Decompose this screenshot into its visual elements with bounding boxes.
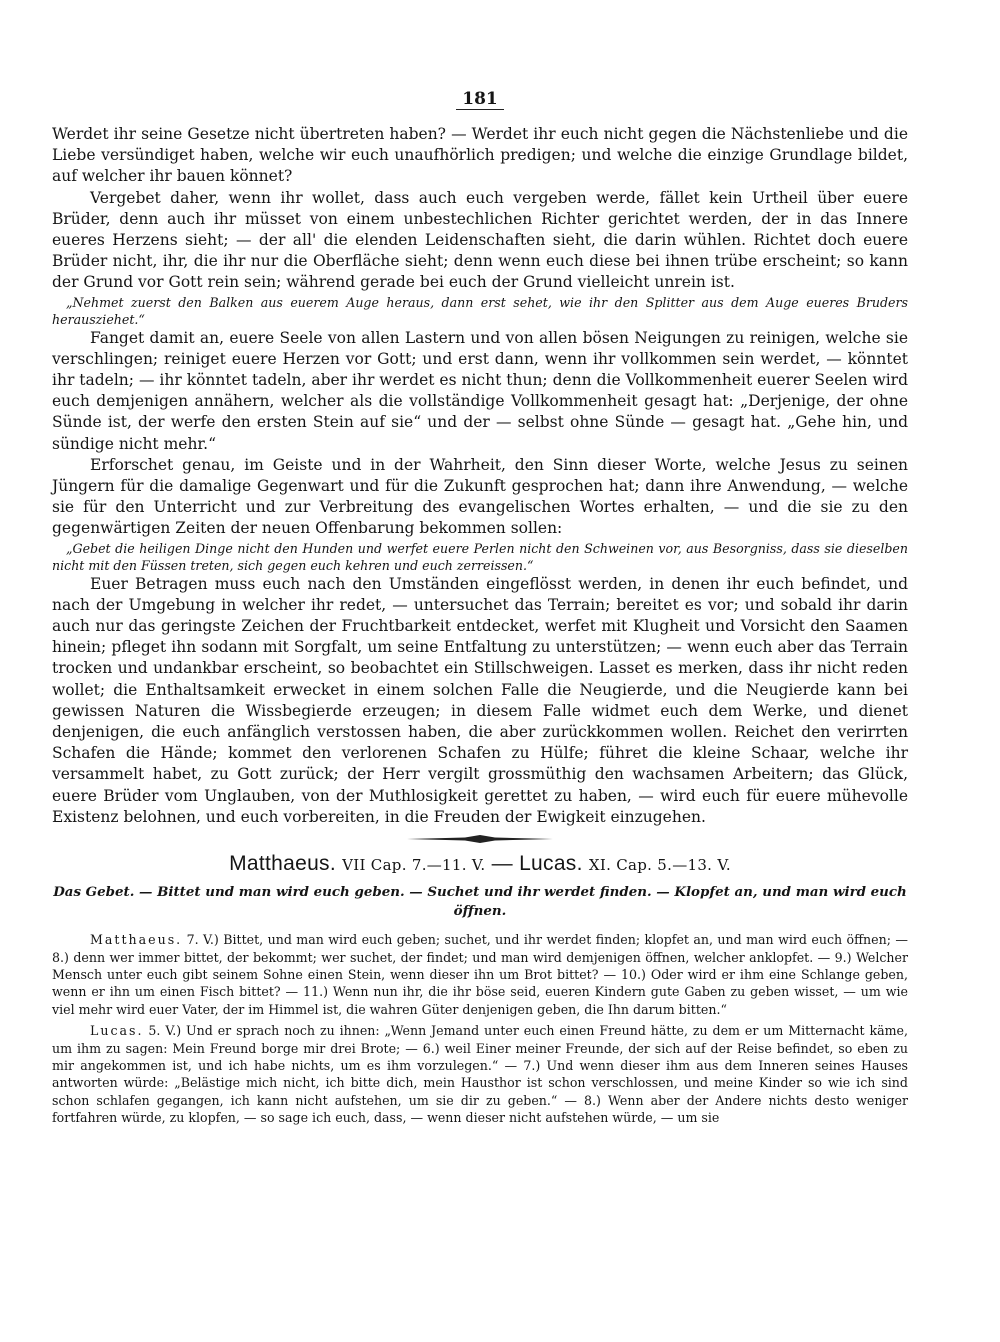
body-text: [52, 124, 908, 828]
heading-lucas: Lucas.: [519, 852, 583, 876]
matthaeus-passage: [52, 931, 908, 1018]
heading-matthaeus-ref: VII Cap. 7.—11. V.: [342, 856, 486, 875]
document-page: [52, 88, 908, 1131]
paragraph: Vergebet daher, wenn ihr wollet, dass auch euch vergeben werde, fället kein Urtheil über euere Brüder, denn auch ihr müsset von einem unbestechlichen Richter gerichtet werden, der in das Innere eueres Herzens sieht; — der all' die elenden Leidenschaften sieht, die darin wühlen. Richtet doch euere Brüder nicht, ihr, die ihr nur die Oberfläche sieht; denn wenn euch diese bei ihnen trübe erscheint; so kann der Grund vor Gott rein sein; während gerade bei euch der Grund vielleicht unrein ist.: [52, 188, 908, 292]
paragraph: Werdet ihr seine Gesetze nicht übertreten haben? — Werdet ihr euch nicht gegen die Nächstenliebe und die Liebe versündiget haben, welche wir euch unaufhörlich predigen; und welche die einzige Grundlage bildet, auf welcher ihr bauen könnet?: [52, 125, 908, 186]
matthaeus-text: 7. V.) Bittet, und man wird euch geben; suchet, und ihr werdet finden; klopfet an, und man wird euch öffnen; — 8.) denn wer immer bittet, der bekommt; wer suchet, der findet; und man wird demjenigen öffnen, welcher anklopfet. — 9.) Welcher Mensch unter euch gibt seinem Sohne einen Stein, wenn dieser ihn um Brot bittet? — 10.) Oder wird er ihm eine Schlange geben, wenn er ihn um einen Fisch bittet? — 11.) Wenn nun ihr, die ihr böse seid, eueren Kindern gute Gaben zu geben wisset, — um wie viel mehr wird euer Vater, der im Himmel ist, die wahren Güter denjenigen geben, die Ihn darum bitten.“: [52, 932, 908, 1017]
page-number: 181: [52, 88, 908, 110]
matthaeus-label: Matthaeus.: [90, 932, 183, 948]
paragraph: Erforschet genau, im Geiste und in der Wahrheit, den Sinn dieser Worte, welche Jesus zu seinen Jüngern für die damalige Gegenwart und für die Zukunft gesprochen hat; dann ihre Anwendung, — welche sie für den Unterricht und zur Verbreitung des evangelischen Wortes erhalten, — und die sie zu den gegenwärtigen Zeiten der neuen Offenbarung bekommen sollen:: [52, 455, 908, 538]
lucas-text: 5. V.) Und er sprach noch zu ihnen: „Wenn Jemand unter euch einen Freund hätte, zu dem er um Mitternacht käme, um ihm zu sagen: Mein Freund borge mir drei Brote; — 6.) weil Einer meiner Freunde, der sich auf der Reise befindet, so eben zu mir angekommen ist, und ich habe nichts, um es ihm vorzulegen.“ — 7.) Und wenn dieser ihm aus dem Inneren seines Hauses antworten würde: „Belästige mich nicht, ich bitte dich, mein Hausthor ist schon verschlossen, und meine Kinder so wie ich sind schon schlafen gegangen, ich kann nicht aufstehen, um sie dir zu geben.“ — 8.) Wenn aber der Andere nichts desto weniger fortfahren würde, zu klopfen, — so sage ich euch, dass, — wenn dieser nicht aufstehen würde, — um sie: [52, 1023, 908, 1126]
heading-dash: —: [491, 852, 513, 876]
paragraph: Euer Betragen muss euch nach den Umständen eingeflösst werden, in denen ihr euch befindet, und nach der Umgebung in welcher ihr redet, — untersuchet das Terrain; bereitet es vor; und sobald ihr darin auch nur das geringste Zeichen der Fruchtbarkeit entdecket, werfet mit Klugheit und Vorsicht den Saamen hinein; pfleget ihn sodann mit Sorgfalt, um seine Entfaltung zu unterstützen; — wenn euch aber das Terrain trocken und undankbar erscheint, so beobachtet ein Stillschweigen. Lasset es merken, dass ihr nicht reden wollet; die Enthaltsamkeit erwecket in einem solchen Falle die Neugierde, und die Neugierde kann bei gewissen Naturen die Wissbegierde erzeugen; in diesem Falle widmet euch dem Werke, und dienet denjenigen, die euch anfänglich verstossen haben, die aber zurückkommen wollen. Reichet den verirrten Schafen die Hände; kommet den verlorenen Schafen zu Hülfe; führet die kleine Schaar, welche ihr versammelt habet, zu Gott zurück; der Herr vergilt grossmüthig den wachsamen Arbeitern; das Glück, euere Brüder vom Unglauben, von der Muthlosigkeit gerettet zu haben, — wird euch für euere mühevolle Existenz belohnen, und euch vorbereiten, in die Freuden der Ewigkeit einzugehen.: [52, 574, 908, 826]
heading-lucas-ref: XI. Cap. 5.—13. V.: [588, 856, 731, 875]
ornament-divider: [405, 834, 555, 844]
heading-matthaeus: Matthaeus.: [229, 852, 336, 876]
lucas-passage: [52, 1022, 908, 1126]
quotation: „Nehmet zuerst den Balken aus euerem Auge heraus, dann erst sehet, wie ihr den Splitter aus dem Auge eueres Bruders herausziehet.“: [52, 294, 908, 327]
section-subheading: Das Gebet. — Bittet und man wird euch geben. — Suchet und ihr werdet finden. — Klopfet an, und man wird euch öffnen.: [53, 884, 907, 920]
lucas-label: Lucas.: [90, 1023, 144, 1039]
section-heading: [52, 850, 908, 879]
scripture-citations: [52, 931, 908, 1126]
quotation: „Gebet die heiligen Dinge nicht den Hunden und werfet euere Perlen nicht den Schweinen vor, aus Besorgniss, dass sie dieselben nicht mit den Füssen treten, sich gegen euch kehren und euch zerreissen.“: [52, 540, 908, 573]
paragraph: Fanget damit an, euere Seele von allen Lastern und von allen bösen Neigungen zu reinigen, welche sie verschlingen; reiniget euere Herzen vor Gott; und erst dann, wenn ihr vollkommen sein werdet, — könntet ihr tadeln; — ihr könntet tadeln, aber ihr werdet es nicht thun; denn die Vollkommenheit euerer Seelen wird euch demjenigen annähern, welcher als die vollständige Vollkommenheit gesagt hat: „Derjenige, der ohne Sünde ist, der werfe den ersten Stein auf sie“ und der — selbst ohne Sünde — gesagt hat. „Gehe hin, und sündige nicht mehr.“: [52, 328, 908, 453]
